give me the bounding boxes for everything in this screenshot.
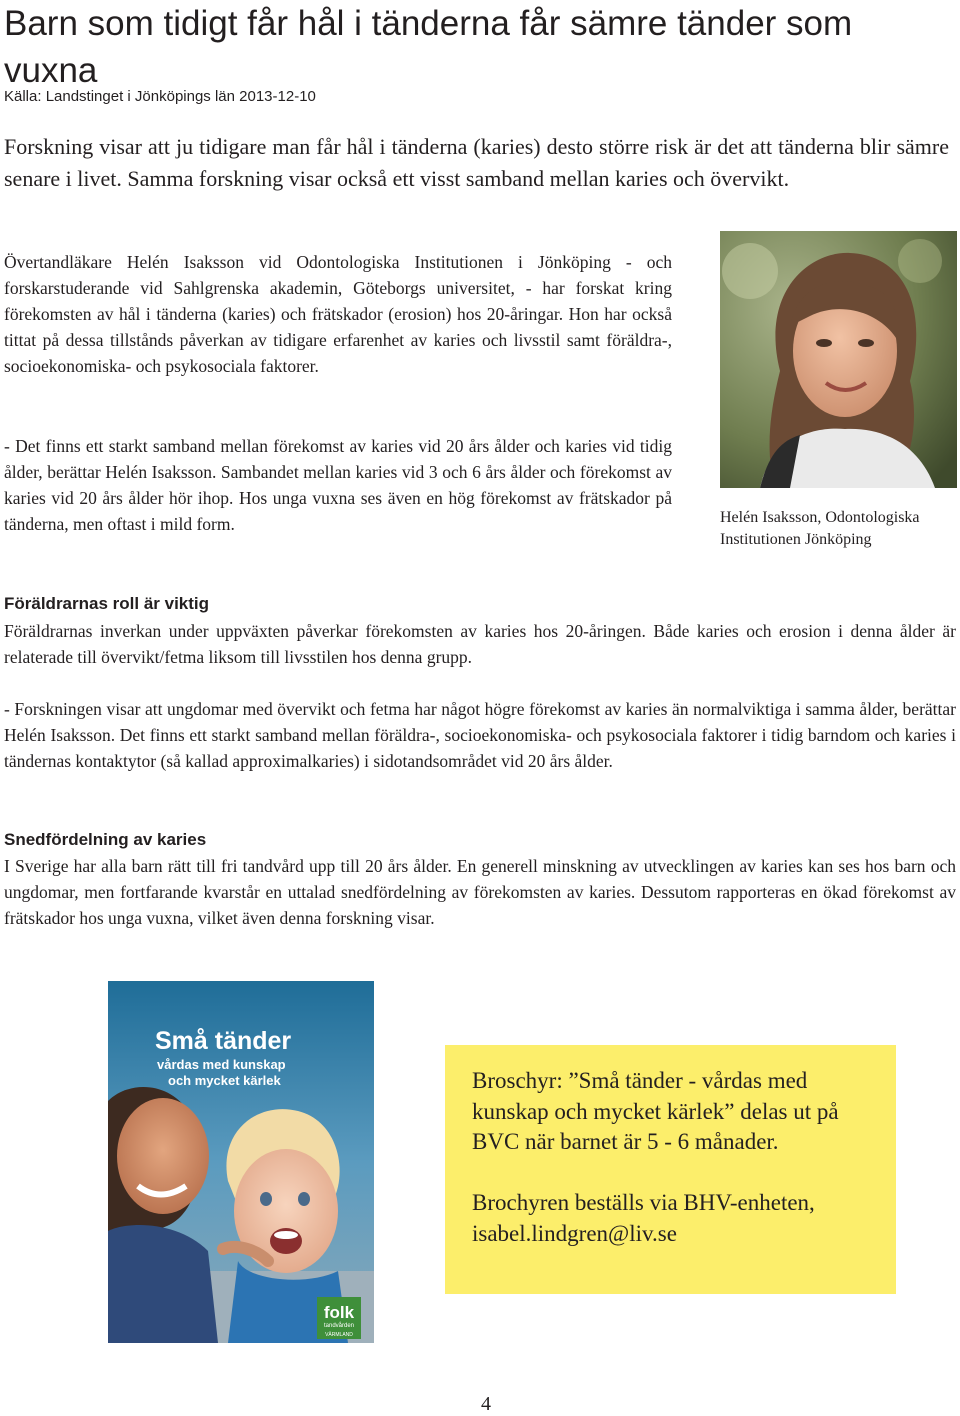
brochure-cover-image: [108, 981, 374, 1343]
svg-text:folk: folk: [323, 1303, 355, 1322]
brochure-subtitle-2: och mycket kärlek: [168, 1073, 281, 1088]
brochure-subtitle-1: vårdas med kunskap: [157, 1057, 286, 1072]
brochure-title: Små tänder: [155, 1027, 292, 1055]
folktandvarden-logo: [317, 1297, 361, 1339]
section-heading-parents: Föräldrarnas roll är viktig: [4, 594, 210, 613]
article-paragraph-2: - Det finns ett starkt samband mellan förekomst av karies vid 20 års ålder och karies vid tidig ålder, berättar Helén Isaksson. Sambandet mellan karies vid 3 och 6 års ålder och förekomst av karies vid 20 års ålder hör ihop. Hos unga vuxna ses även en hög förekomst av frätskador på tänderna, men oftast i mild form.: [4, 436, 672, 534]
article-source: Källa: Landstinget i Jönköpings län 2013-12-10: [4, 88, 316, 105]
page-number: 4: [481, 1393, 491, 1415]
brochure-info-box: [445, 1045, 896, 1294]
article-title: Barn som tidigt får hål i tänderna får sämre tänder som vuxna: [4, 4, 853, 90]
svg-text:tandvården: tandvården: [323, 1323, 355, 1329]
article-paragraph-1: Övertandläkare Helén Isaksson vid Odontologiska Institutionen i Jönköping - och forskarstuderande vid Sahlgrenska akademin, Göteborgs universitet, - har forskat kring förekomsten av hål i tänderna (karies) och frätskador (erosion) hos 20-åringar. Hon har också tittat på dessa tillstånds påverkan av tidigare erfarenhet av karies och livsstil samt föräldra-, socioekonomiska- och psykosociala faktorer.: [4, 252, 672, 376]
article-intro: Forskning visar att ju tidigare man får hål i tänderna (karies) desto större risk är det att tänderna blir sämre senare i livet. Samma forskning visar också ett visst samband mellan karies och övervikt.: [4, 134, 949, 191]
section-2-paragraph: I Sverige har alla barn rätt till fri tandvård upp till 20 års ålder. En generell minskning av utvecklingen av karies kan ses hos barn och ungdomar, men fortfarande kvarstår en uttalad snedfördelning av förekomsten av karies. Dessutom rapporteras en ökad förekomst av frätskador hos unga vuxna, vilket även denna forskning visar.: [4, 856, 956, 928]
section-heading-distribution: Snedfördelning av karies: [4, 830, 207, 849]
photo-caption: Helén Isaksson, Odontologiska Institutionen Jönköping: [720, 509, 920, 548]
section-1-paragraph-2: - Forskningen visar att ungdomar med övervikt och fetma har något högre förekomst av karies än normalviktiga i samma ålder, berättar Helén Isaksson. Det finns ett starkt samband mellan föräldra-, socioekonomiska- och psykosociala faktorer i tidig barndom och karies i tändernas kontaktytor (så kallad approximalkaries) i sidotandsområdet vid 20 års ålder.: [4, 699, 956, 771]
info-box-text-1: Broschyr: ”Små tänder - vårdas med kunskap och mycket kärlek” delas ut på BVC när barnet är 5 - 6 månader.: [472, 1068, 839, 1154]
portrait-photo: [720, 231, 957, 488]
info-box-text-2: Brochyren beställs via BHV-enheten, isabel.lindgren@liv.se: [472, 1190, 815, 1246]
section-1-paragraph-1: Föräldrarnas inverkan under uppväxten påverkar förekomsten av karies hos 20-åringen. Både karies och erosion i denna ålder är relaterade till övervikt/fetma liksom till livsstilen hos denna grupp.: [4, 621, 956, 667]
svg-text:VÄRMLAND: VÄRMLAND: [325, 1332, 353, 1338]
